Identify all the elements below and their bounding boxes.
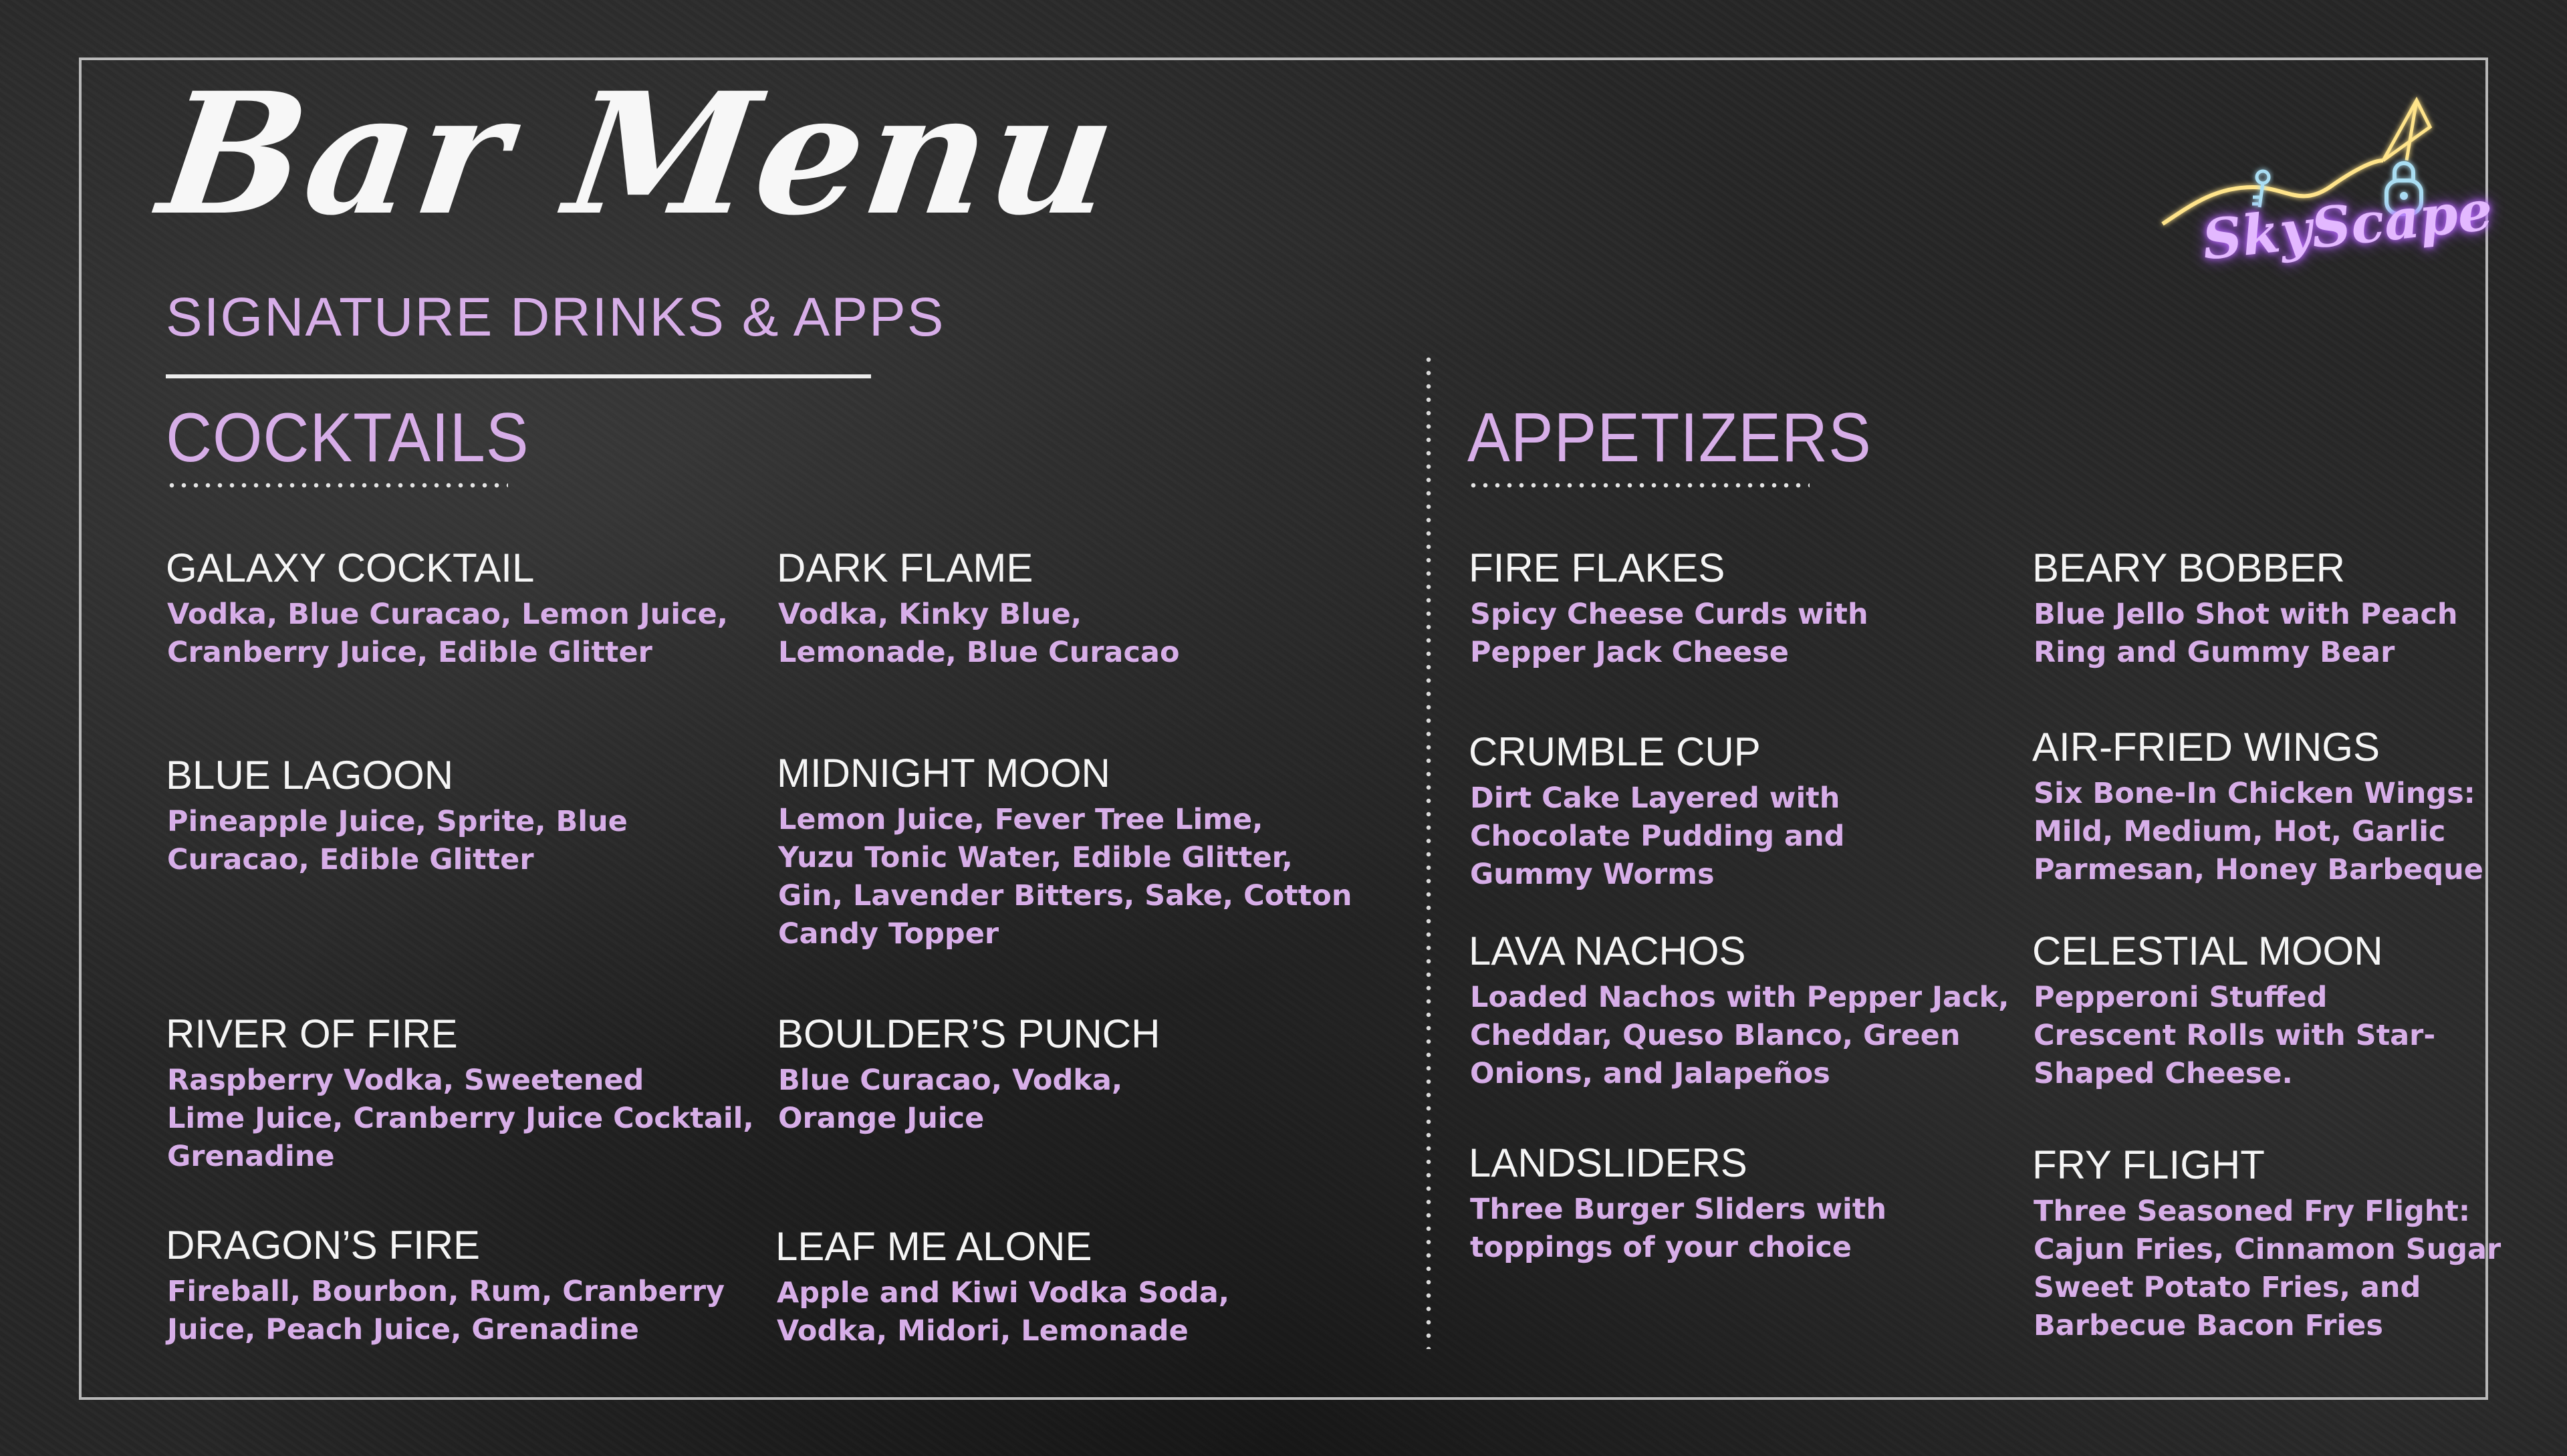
item-name: GALAXY COCKTAIL <box>166 545 535 590</box>
item-description: Pepperoni Stuffed Crescent Rolls with Star- Shaped Cheese. <box>2034 981 2436 1090</box>
item-name: FRY FLIGHT <box>2032 1142 2265 1187</box>
item-description: Apple and Kiwi Vodka Soda, Vodka, Midori, Lemonade <box>777 1276 1230 1348</box>
appetizers-heading-dots <box>1467 483 1810 488</box>
appetizer-item-crumble-cup <box>1469 729 1844 894</box>
item-name: BOULDER’S PUNCH <box>777 1011 1160 1056</box>
item-description: Lemon Juice, Fever Tree Lime, Yuzu Tonic Water, Edible Glitter, Gin, Lavender Bitters, Sake, Cotton Candy Topper <box>778 803 1352 951</box>
item-name: LEAF ME ALONE <box>775 1224 1092 1269</box>
item-description: Fireball, Bourbon, Rum, Cranberry Juice, Peach Juice, Grenadine <box>167 1275 725 1346</box>
column-divider <box>1426 353 1431 1349</box>
item-name: LANDSLIDERS <box>1469 1140 1747 1185</box>
item-description: Three Seasoned Fry Flight: Cajun Fries, Cinnamon Sugar Sweet Potato Fries, and Barbecue Bacon Fries <box>2034 1195 2501 1342</box>
cocktail-item-river-of-fire <box>166 1011 754 1176</box>
item-name: AIR-FRIED WINGS <box>2032 725 2380 769</box>
appetizer-item-beary-bobber <box>2032 545 2457 672</box>
item-name: RIVER OF FIRE <box>166 1011 458 1056</box>
appetizer-item-landsliders <box>1469 1140 1886 1267</box>
logo-text: SkyScape <box>2199 178 2496 273</box>
appetizer-item-lava-nachos <box>1469 928 2009 1093</box>
cocktail-item-blue-lagoon <box>166 752 628 879</box>
item-description: Vodka, Blue Curacao, Lemon Juice, Cranberry Juice, Edible Glitter <box>167 598 729 669</box>
cocktail-item-galaxy-cocktail <box>166 545 728 672</box>
appetizer-item-fry-flight <box>2032 1142 2501 1345</box>
item-name: MIDNIGHT MOON <box>777 751 1110 796</box>
title-divider <box>166 374 871 378</box>
item-name: FIRE FLAKES <box>1469 545 1725 590</box>
item-name: BLUE LAGOON <box>166 753 454 798</box>
appetizer-item-air-fried-wings <box>2032 724 2483 889</box>
item-description: Blue Jello Shot with Peach Ring and Gummy Bear <box>2034 598 2458 669</box>
item-description: Loaded Nachos with Pepper Jack, Cheddar, Queso Blanco, Green Onions, and Jalapeños <box>1470 981 2009 1090</box>
item-description: Six Bone-In Chicken Wings: Mild, Medium, Hot, Garlic Parmesan, Honey Barbeque <box>2034 777 2483 886</box>
appetizers-heading: APPETIZERS <box>1467 399 1872 477</box>
item-description: Pineapple Juice, Sprite, Blue Curacao, Edible Glitter <box>167 805 628 876</box>
cocktails-heading-dots <box>166 483 508 488</box>
cocktail-item-midnight-moon <box>777 750 1352 953</box>
item-name: CRUMBLE CUP <box>1469 729 1761 774</box>
item-name: LAVA NACHOS <box>1469 929 1746 973</box>
item-description: Spicy Cheese Curds with Pepper Jack Cheese <box>1470 598 1868 669</box>
item-description: Three Burger Sliders with toppings of your choice <box>1470 1193 1886 1264</box>
item-description: Blue Curacao, Vodka, Orange Juice <box>778 1064 1123 1135</box>
item-name: DRAGON’S FIRE <box>166 1223 481 1267</box>
appetizer-item-fire-flakes <box>1469 545 1868 672</box>
cocktails-heading: COCKTAILS <box>166 399 529 477</box>
menu-title: Bar Menu <box>150 55 1130 252</box>
cocktail-item-dark-flame <box>777 545 1180 672</box>
menu-subtitle: SIGNATURE DRINKS & APPS <box>166 287 945 348</box>
cocktail-item-dragons-fire <box>166 1222 725 1349</box>
appetizer-item-celestial-moon <box>2032 928 2435 1093</box>
item-name: BEARY BOBBER <box>2032 545 2345 590</box>
cocktail-item-boulders-punch <box>777 1011 1160 1138</box>
item-description: Dirt Cake Layered with Chocolate Pudding and Gummy Worms <box>1470 781 1845 891</box>
item-name: DARK FLAME <box>777 545 1033 590</box>
item-description: Raspberry Vodka, Sweetened Lime Juice, Cranberry Juice Cocktail, Grenadine <box>167 1064 754 1173</box>
item-description: Vodka, Kinky Blue, Lemonade, Blue Curacao <box>778 598 1180 669</box>
item-name: CELESTIAL MOON <box>2032 929 2383 973</box>
cocktail-item-leaf-me-alone <box>775 1223 1229 1350</box>
